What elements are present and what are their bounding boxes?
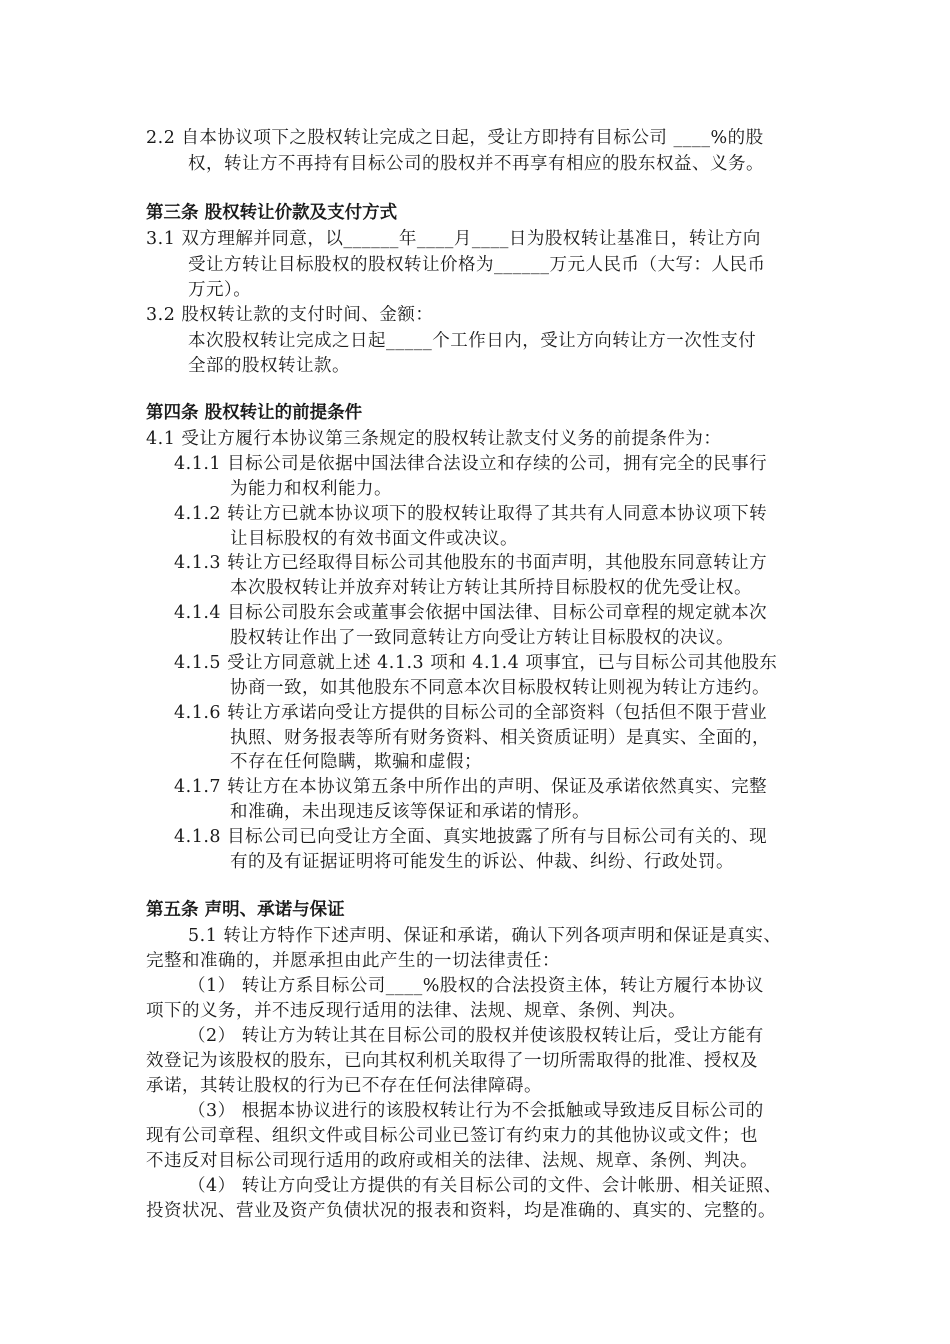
clause-3-1-line-3: 万元）。 [188,280,252,300]
sub-1-line-1: （1） 转让方系目标公司____%股权的合法投资主体，转让方履行本协议 [188,976,764,996]
item-4-1-1-line-1: 4.1.1 目标公司是依据中国法律合法设立和存续的公司，拥有完全的民事行 [174,454,768,474]
item-4-1-1-line-2: 为能力和权利能力。 [230,479,392,499]
clause-3-1-line-2: 受让方转让目标股权的股权转让价格为______万元人民币（大写：人民币 [188,255,766,275]
article-5-title: 第五条 声明、承诺与保证 [146,900,345,920]
sub-2-line-1: （2） 转让方为转让其在目标公司的股权并使该股权转让后，受让方能有 [188,1026,764,1046]
item-4-1-7-line-2: 和准确，未出现违反该等保证和承诺的情形。 [230,802,590,822]
sub-3-line-1: （3） 根据本协议进行的该股权转让行为不会抵触或导致违反目标公司的 [188,1101,764,1121]
clause-3-2-line-2: 本次股权转让完成之日起_____个工作日内，受让方向转让方一次性支付 [188,331,757,351]
sub-3-line-3: 不违反对目标公司现行适用的政府或相关的法律、法规、规章、条例、判决。 [146,1151,758,1171]
article-4-title: 第四条 股权转让的前提条件 [146,403,363,423]
item-4-1-4-line-1: 4.1.4 目标公司股东会或董事会依据中国法律、目标公司章程的规定就本次 [174,603,768,623]
item-4-1-3-line-1: 4.1.3 转让方已经取得目标公司其他股东的书面声明，其他股东同意转让方 [174,553,768,573]
item-4-1-3-line-2: 本次股权转让并放弃对转让方转让其所持目标股权的优先受让权。 [230,578,752,598]
item-4-1-4-line-2: 股权转让作出了一致同意转让方向受让方转让目标股权的决议。 [230,628,734,648]
item-4-1-2-line-2: 让目标股权的有效书面文件或决议。 [230,529,518,549]
clause-3-2-line-3: 全部的股权转让款。 [188,356,350,376]
sub-4-line-1: （4） 转让方向受让方提供的有关目标公司的文件、会计帐册、相关证照、 [188,1176,782,1196]
clause-2-2-line-1: 2.2 自本协议项下之股权转让完成之日起，受让方即持有目标公司 ____%的股 [146,128,764,148]
clause-5-1-line-2: 完整和准确的，并愿承担由此产生的一切法律责任： [146,951,560,971]
article-3-title: 第三条 股权转让价款及支付方式 [146,203,398,223]
clause-3-2-line-1: 3.2 股权转让款的支付时间、金额： [146,305,434,325]
sub-4-line-2: 投资状况、营业及资产负债状况的报表和资料，均是准确的、真实的、完整的。 [146,1201,776,1221]
sub-2-line-3: 承诺，其转让股权的行为已不存在任何法律障碍。 [146,1076,542,1096]
clause-5-1-line-1: 5.1 转让方特作下述声明、保证和承诺，确认下列各项声明和保证是真实、 [188,926,782,946]
item-4-1-8-line-2: 有的及有证据证明将可能发生的诉讼、仲裁、纠纷、行政处罚。 [230,852,734,872]
item-4-1-6-line-2: 执照、财务报表等所有财务资料、相关资质证明）是真实、全面的， [230,728,770,748]
item-4-1-8-line-1: 4.1.8 目标公司已向受让方全面、真实地披露了所有与目标公司有关的、现 [174,827,768,847]
item-4-1-2-line-1: 4.1.2 转让方已就本协议项下的股权转让取得了其共有人同意本协议项下转 [174,504,768,524]
sub-3-line-2: 现有公司章程、组织文件或目标公司业已签订有约束力的其他协议或文件；也 [146,1126,758,1146]
item-4-1-6-line-1: 4.1.6 转让方承诺向受让方提供的目标公司的全部资料（包括但不限于营业 [174,703,768,723]
item-4-1-6-line-3: 不存在任何隐瞒，欺骗和虚假； [230,752,482,772]
sub-2-line-2: 效登记为该股权的股东，已向其权利机关取得了一切所需取得的批准、授权及 [146,1051,758,1071]
item-4-1-5-line-1: 4.1.5 受让方同意就上述 4.1.3 项和 4.1.4 项事宜，已与目标公司其他股东 [174,653,778,673]
clause-3-1-line-1: 3.1 双方理解并同意，以______年____月____日为股权转让基准日，转让方向 [146,229,761,249]
item-4-1-7-line-1: 4.1.7 转让方在本协议第五条中所作出的声明、保证及承诺依然真实、完整 [174,777,768,797]
sub-1-line-2: 项下的义务，并不违反现行适用的法律、法规、规章、条例、判决。 [146,1001,686,1021]
clause-2-2-line-2: 权，转让方不再持有目标公司的股权并不再享有相应的股东权益、义务。 [188,154,764,174]
item-4-1-5-line-2: 协商一致，如其他股东不同意本次目标股权转让则视为转让方违约。 [230,678,770,698]
clause-4-1: 4.1 受让方履行本协议第三条规定的股权转让款支付义务的前提条件为： [146,429,722,449]
